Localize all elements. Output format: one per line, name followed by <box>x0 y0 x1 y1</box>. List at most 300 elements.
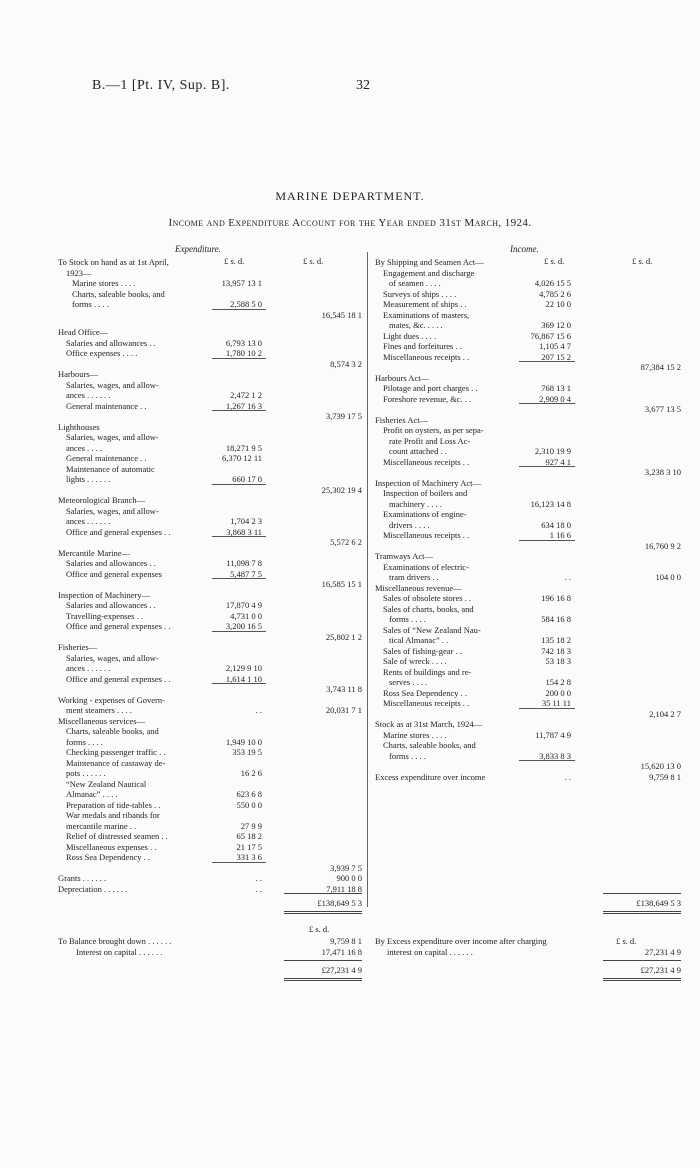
income-row-label: Charts, saleable books, and <box>383 740 476 750</box>
expenditure-row-amount: 353 19 5 <box>232 747 262 757</box>
expenditure-row <box>58 663 358 674</box>
expenditure-total: £138,649 5 3 <box>317 898 362 908</box>
income-row-label: Ross Sea Dependency . . <box>383 687 468 698</box>
income-row-label: Profit on oysters, as per sepa- <box>383 425 484 435</box>
income-total: £138,649 5 3 <box>636 898 681 908</box>
expenditure-row-subtotal: 20,031 7 1 <box>325 705 362 715</box>
income-row <box>375 667 687 678</box>
income-row-label: Measurement of ships . . <box>383 299 467 309</box>
income-row-amount: 768 13 1 <box>541 383 571 393</box>
expenditure-row-amount: 550 0 0 <box>236 799 262 810</box>
expenditure-row <box>58 800 358 811</box>
income-row <box>375 415 687 426</box>
income-row <box>375 572 687 583</box>
income-row-label: Inspection of boilers and <box>383 488 468 498</box>
expenditure-row-label: General maintenance . . <box>66 400 147 411</box>
expenditure-row <box>58 873 362 884</box>
income-row-label: forms . . . . <box>389 614 426 624</box>
income-row-label: count attached . . <box>389 446 447 456</box>
income-row <box>375 583 687 594</box>
income-row-label: tram drivers . . <box>389 572 439 582</box>
income-row-amount: 742 18 3 <box>541 645 571 656</box>
income-row-label: rate Profit and Loss Ac- <box>389 435 471 446</box>
expenditure-row <box>58 674 358 685</box>
income-lsd-outer: £ s. d. <box>632 256 653 266</box>
expenditure-row-subtotal: 3,743 11 8 <box>326 684 362 694</box>
expenditure-row <box>58 348 358 359</box>
expenditure-row-amount: 623 6 8 <box>236 789 262 799</box>
expenditure-row-label: Relief of distressed seamen . . <box>66 831 168 841</box>
income-row-amount: 2,909 0 4 <box>539 393 571 404</box>
expenditure-subtotal-rule <box>212 484 266 485</box>
interest-on-capital-label: Interest on capital . . . . . . <box>76 947 163 957</box>
income-row <box>375 499 687 510</box>
income-subtotal-rule <box>519 760 575 761</box>
income-row-label: Examinations of masters, <box>383 309 470 320</box>
expenditure-row <box>58 390 358 401</box>
expenditure-row-label: “New Zealand Nautical <box>66 778 147 789</box>
income-row-label: Miscellaneous receipts . . <box>383 351 470 362</box>
expenditure-row-amount: 17,870 4 9 <box>225 600 262 610</box>
expenditure-subtotal-rule <box>212 536 266 537</box>
expenditure-total-double-rule <box>284 911 362 914</box>
expenditure-row-amount: 16 2 6 <box>240 768 262 778</box>
income-row-label: Fisheries Act— <box>375 414 429 425</box>
expenditure-row-label: Ross Sea Dependency . . <box>66 852 151 862</box>
balance-left-double-rule <box>284 978 362 981</box>
expenditure-row-amount: 11,098 7 8 <box>226 558 262 568</box>
expenditure-row <box>58 506 358 517</box>
expenditure-row-amount: 1,780 10 2 <box>225 348 262 358</box>
income-row-label: Light dues . . . . <box>383 330 437 341</box>
income-row-amount: 11,787 4 9 <box>535 729 571 740</box>
expenditure-row-label: Depreciation . . . . . . <box>58 883 128 894</box>
expenditure-row-label: Salaries, wages, and allow- <box>66 379 159 390</box>
expenditure-heading: Expenditure. <box>175 244 221 254</box>
income-total-double-rule <box>603 911 681 914</box>
income-row <box>375 436 687 447</box>
expenditure-row <box>58 779 358 790</box>
expenditure-row-amount: . . <box>255 873 262 883</box>
expenditure-row <box>58 569 358 580</box>
expenditure-row-amount: 1,614 1 10 <box>225 673 262 684</box>
expenditure-row-label: Harbours— <box>58 369 99 379</box>
income-row-label: Examinations of engine- <box>383 509 467 519</box>
expenditure-row-amount: 13,957 13 1 <box>221 278 262 288</box>
expenditure-row-label: Salaries and allowances . . <box>66 600 156 610</box>
expenditure-row <box>58 642 358 653</box>
income-row <box>375 341 687 352</box>
document-reference: B.—1 [Pt. IV, Sup. B]. <box>92 78 230 93</box>
expenditure-row-label: ances . . . . . . <box>66 390 111 400</box>
income-row-label: Fines and forfeitures . . <box>383 341 462 351</box>
income-row <box>375 478 687 489</box>
income-row-subtotal: 15,620 13 0 <box>640 761 681 771</box>
income-row-label: Foreshore revenue, &c. . . <box>383 393 472 404</box>
column-divider <box>367 252 368 907</box>
income-row-amount: 4,026 15 5 <box>534 278 571 288</box>
expenditure-row-label: Head Office— <box>58 327 109 337</box>
income-row <box>375 604 687 615</box>
expenditure-row <box>58 289 358 300</box>
expenditure-row-label: ment steamers . . . . <box>66 705 132 715</box>
income-row-subtotal: 2,104 2 7 <box>649 708 681 719</box>
income-row-amount: 3,833 8 3 <box>539 750 571 761</box>
income-row-amount: 1 16 6 <box>549 530 571 540</box>
expenditure-row <box>58 401 358 412</box>
expenditure-row <box>58 453 358 464</box>
expenditure-row <box>58 422 358 433</box>
expenditure-subtotal-rule <box>212 683 266 684</box>
expenditure-row-label: Office and general expenses . . <box>66 526 171 537</box>
income-row-amount: 76,867 15 6 <box>530 330 571 341</box>
excess-expenditure-value: 27,231 4 9 <box>644 947 681 957</box>
expenditure-row-label: Office and general expenses . . <box>66 673 171 684</box>
expenditure-row-amount: 65 18 2 <box>236 831 262 841</box>
expenditure-row <box>58 695 358 706</box>
expenditure-row-amount: 6,793 13 0 <box>225 337 262 348</box>
income-row-subtotal: 16,760 9 2 <box>644 540 681 551</box>
income-row-label: Sales of charts, books, and <box>383 603 474 614</box>
income-row-subtotal: 104 0 0 <box>655 572 681 582</box>
expenditure-row <box>58 821 358 832</box>
expenditure-row <box>58 747 358 758</box>
income-row <box>375 278 687 289</box>
income-row <box>375 562 687 573</box>
income-row <box>375 488 687 499</box>
expenditure-row-label: mercantile marine . . <box>66 820 137 831</box>
income-row-label: Miscellaneous receipts . . <box>383 530 470 540</box>
expenditure-row <box>58 758 358 769</box>
expenditure-row-label: lights . . . . . . <box>66 474 111 484</box>
income-row-label: Sales of fishing-gear . . <box>383 645 462 656</box>
income-row <box>375 257 687 268</box>
expenditure-row-subtotal: 5,572 6 2 <box>330 537 362 547</box>
expenditure-row <box>58 842 358 853</box>
income-row <box>375 677 687 688</box>
income-row <box>375 520 687 531</box>
income-row-amount: 196 16 8 <box>541 593 571 603</box>
income-row <box>375 709 687 720</box>
income-row <box>375 310 687 321</box>
balance-lsd-right: £ s. d. <box>616 936 637 946</box>
expenditure-row <box>58 474 358 485</box>
page-number: 32 <box>356 78 370 93</box>
expenditure-row-label: forms . . . . <box>72 299 109 309</box>
income-row-amount: 1,105 4 7 <box>539 341 571 351</box>
expenditure-row-subtotal: 900 0 0 <box>336 873 362 883</box>
income-row-label: Miscellaneous receipts . . <box>383 456 470 467</box>
income-row-label: Tramways Act— <box>375 551 434 561</box>
income-subtotal-rule <box>519 403 575 404</box>
income-total-rule <box>603 893 681 894</box>
expenditure-row-label: Almanac” . . . . <box>66 789 118 799</box>
income-row-label: Miscellaneous revenue— <box>375 582 462 593</box>
expenditure-row-amount: . . <box>255 705 262 715</box>
income-row-label: of seamen . . . . <box>389 278 441 288</box>
expenditure-row-label: Charts, saleable books, and <box>66 726 159 736</box>
income-row-label: Sales of “New Zealand Nau- <box>383 624 481 635</box>
expenditure-row <box>58 726 358 737</box>
expenditure-row <box>58 631 362 643</box>
expenditure-row-amount: 18,271 9 5 <box>225 442 262 453</box>
income-row-amount: . . <box>564 572 571 582</box>
expenditure-row-label: Salaries, wages, and allow- <box>66 505 159 516</box>
expenditure-row <box>58 380 358 391</box>
expenditure-row <box>58 278 358 289</box>
expenditure-row-label: Salaries and allowances . . <box>66 337 156 348</box>
expenditure-row-subtotal: 7,911 18 8 <box>326 883 362 894</box>
income-row-label: serves . . . . <box>389 677 428 687</box>
income-row-label: Examinations of electric- <box>383 561 469 572</box>
balance-brought-down-label: To Balance brought down . . . . . . <box>58 936 172 946</box>
income-subtotal-rule <box>519 466 575 467</box>
expenditure-row <box>58 810 358 821</box>
income-row-subtotal: 87,384 15 2 <box>640 362 681 372</box>
income-row <box>375 383 687 394</box>
expenditure-row-label: Fisheries— <box>58 642 98 652</box>
expenditure-row <box>58 831 358 842</box>
expenditure-row <box>58 327 358 338</box>
income-row-amount: 200 0 0 <box>545 687 571 698</box>
income-row <box>375 761 687 772</box>
expenditure-lsd-inner: £ s. d. <box>224 256 245 266</box>
income-row-label: Sales of obsolete stores . . <box>383 593 472 603</box>
income-row <box>375 467 687 478</box>
income-row-amount: 135 18 2 <box>541 635 571 645</box>
expenditure-row <box>58 716 358 727</box>
expenditure-row-subtotal: 25,802 1 2 <box>325 631 362 642</box>
expenditure-row <box>58 590 358 601</box>
income-row-subtotal: 3,677 13 5 <box>644 404 681 414</box>
income-row <box>375 299 687 310</box>
expenditure-row <box>58 369 358 380</box>
expenditure-row-amount: 2,472 1 2 <box>230 390 262 400</box>
expenditure-row-label: Salaries and allowances . . <box>66 558 156 568</box>
income-subtotal-rule <box>519 361 575 362</box>
expenditure-row-label: ances . . . . . . <box>66 516 111 526</box>
expenditure-row <box>58 299 358 310</box>
expenditure-row-subtotal: 16,545 18 1 <box>321 309 362 320</box>
balance-right-total: £27,231 4 9 <box>640 965 681 975</box>
excess-expenditure-label: By Excess expenditure over income after charging <box>375 936 547 946</box>
expenditure-rows <box>58 257 362 894</box>
income-row <box>375 719 687 730</box>
balance-right-double-rule <box>603 978 681 981</box>
expenditure-row <box>58 579 362 590</box>
expenditure-row-label: To Stock on hand as at 1st April, <box>58 257 169 267</box>
expenditure-row-label: Preparation of tide-tables . . <box>66 799 161 810</box>
income-row-amount: 16,123 14 8 <box>530 498 571 509</box>
expenditure-row-subtotal: 8,574 3 2 <box>330 358 362 369</box>
expenditure-row <box>58 309 362 321</box>
income-row <box>375 730 687 741</box>
expenditure-row <box>58 516 358 527</box>
expenditure-row-label: Travelling-expenses . . <box>66 610 144 621</box>
income-row-amount: 584 16 8 <box>541 614 571 624</box>
income-row <box>375 320 687 331</box>
expenditure-row-amount: 660 17 0 <box>232 474 262 484</box>
expenditure-row-amount: . . <box>255 883 262 894</box>
expenditure-row-amount: 1,949 10 0 <box>225 736 262 747</box>
income-row <box>375 509 687 520</box>
income-row-subtotal: 9,759 8 1 <box>649 771 681 782</box>
expenditure-row-label: Office and general expenses . . <box>66 621 171 631</box>
income-row <box>375 541 687 552</box>
income-row-amount: 369 12 0 <box>541 320 571 330</box>
income-row-label: Surveys of ships . . . . <box>383 288 457 299</box>
income-row <box>375 772 687 783</box>
expenditure-row-amount: 331 3 6 <box>236 852 262 862</box>
expenditure-row <box>58 684 362 695</box>
expenditure-row-amount: 2,129 9 10 <box>225 663 262 673</box>
income-row-label: By Shipping and Seamen Act— <box>375 257 484 267</box>
income-row-amount: . . <box>564 771 571 782</box>
expenditure-row-label: Inspection of Machinery— <box>58 589 151 600</box>
income-row-label: Sale of wreck . . . . <box>383 656 447 666</box>
expenditure-row-label: Working - expenses of Govern- <box>58 694 165 705</box>
expenditure-row-subtotal: 3,939 7 5 <box>330 862 362 873</box>
income-row-amount: 207 15 2 <box>541 351 571 362</box>
expenditure-row-label: Miscellaneous services— <box>58 715 146 726</box>
income-row <box>375 614 687 625</box>
income-subtotal-rule <box>519 540 575 541</box>
expenditure-row-amount: 3,868 3 11 <box>226 526 262 537</box>
interest-on-capital-value: 17,471 16 8 <box>321 947 362 957</box>
expenditure-row-label: Mercantile Marine— <box>58 547 130 558</box>
income-row-amount: 2,310 19 9 <box>534 446 571 456</box>
income-row-label: Harbours Act— <box>375 372 430 383</box>
expenditure-row-label: Charts, saleable books, and <box>72 288 165 299</box>
expenditure-row <box>58 852 358 863</box>
expenditure-row-amount: 1,267 16 3 <box>225 400 262 411</box>
income-rows <box>375 257 687 782</box>
expenditure-row <box>58 338 358 349</box>
expenditure-row-label: General maintenance . . <box>66 453 147 463</box>
expenditure-row <box>58 558 358 569</box>
income-row <box>375 268 687 279</box>
expenditure-row-amount: 27 9 9 <box>240 820 262 831</box>
expenditure-row-label: Office and general expenses <box>66 568 162 579</box>
expenditure-row-subtotal: 3,739 17 5 <box>325 411 362 421</box>
income-row <box>375 446 687 457</box>
income-row-amount: 35 11 11 <box>541 698 571 708</box>
expenditure-row <box>58 768 358 779</box>
income-row-label: forms . . . . <box>389 750 426 761</box>
expenditure-row-amount: 6,370 12 11 <box>221 453 262 463</box>
expenditure-row-amount: 1,704 2 3 <box>230 516 262 526</box>
income-row-amount: 927 4 1 <box>545 456 571 467</box>
expenditure-row <box>58 464 358 475</box>
income-row-label: Marine stores . . . . <box>383 729 447 740</box>
expenditure-row <box>58 621 358 632</box>
expenditure-row-label: ances . . . . . . <box>66 663 111 673</box>
expenditure-row <box>58 548 358 559</box>
expenditure-row-amount: 2,588 5 0 <box>230 299 262 309</box>
expenditure-row-amount: 21 17 5 <box>236 841 262 852</box>
expenditure-subtotal-rule <box>212 410 266 411</box>
income-row <box>375 646 687 657</box>
income-row-label: Rents of buildings and re- <box>383 666 472 677</box>
balance-left-total: £27,231 4 9 <box>321 965 362 975</box>
row-gap <box>58 320 358 327</box>
income-row <box>375 373 687 384</box>
income-row-label: mates, &c. . . . . <box>389 320 443 330</box>
expenditure-row-label: Checking passenger traffic . . <box>66 747 166 757</box>
expenditure-row <box>58 789 358 800</box>
income-row <box>375 688 687 699</box>
income-row <box>375 625 687 636</box>
expenditure-row-amount: 5,487 7 5 <box>230 568 262 579</box>
balance-left-rule <box>284 960 362 961</box>
expenditure-subtotal-rule <box>212 578 266 579</box>
income-row-label: Miscellaneous receipts . . <box>383 698 470 708</box>
income-row <box>375 635 687 646</box>
income-heading: Income. <box>510 244 539 254</box>
expenditure-row-label: Salaries, wages, and allow- <box>66 652 159 663</box>
income-row-label: Stock as at 31st March, 1924— <box>375 719 483 729</box>
expenditure-row <box>58 358 362 370</box>
expenditure-row <box>58 495 358 506</box>
expenditure-row <box>58 737 358 748</box>
expenditure-row <box>58 611 358 622</box>
expenditure-row <box>58 527 358 538</box>
expenditure-row-label: forms . . . . <box>66 736 103 747</box>
income-row-amount: 4,785 2 6 <box>539 288 571 299</box>
expenditure-row-label: Miscellaneous expenses . . <box>66 841 157 852</box>
income-subtotal-rule <box>519 708 575 709</box>
expenditure-row-label: War medals and ribands for <box>66 810 160 820</box>
expenditure-row <box>58 537 362 548</box>
expenditure-lsd-outer: £ s. d. <box>303 256 324 266</box>
expenditure-row-label: pots . . . . . . <box>66 768 106 778</box>
expenditure-row-label: Office expenses . . . . <box>66 348 138 358</box>
income-row-label: drivers . . . . <box>389 519 430 530</box>
expenditure-row <box>58 257 358 268</box>
income-row-subtotal: 3,238 3 10 <box>644 467 681 477</box>
income-row-amount: 154 2 8 <box>545 677 571 687</box>
expenditure-row-label: 1923— <box>66 267 92 278</box>
income-row <box>375 289 687 300</box>
expenditure-row <box>58 705 362 716</box>
page-title: MARINE DEPARTMENT. <box>275 189 425 203</box>
income-row <box>375 551 687 562</box>
income-row-label: tical Almanac” . . <box>389 635 449 645</box>
expenditure-row-label: Maintenance of castaway de- <box>66 757 166 768</box>
income-row <box>375 593 687 604</box>
expenditure-row <box>58 411 362 422</box>
balance-right-rule <box>603 960 681 961</box>
expenditure-row <box>58 268 358 279</box>
expenditure-row-subtotal: 16,585 15 1 <box>321 579 362 589</box>
balance-brought-down-value: 9,759 8 1 <box>330 936 362 946</box>
expenditure-row-label: Lighthouses <box>58 421 100 432</box>
expenditure-subtotal-rule <box>212 309 266 310</box>
expenditure-row-label: Maintenance of automatic <box>66 463 155 474</box>
excess-expenditure-label-cont: interest on capital . . . . . . <box>387 947 473 957</box>
income-row-amount: 53 18 3 <box>545 656 571 666</box>
income-row <box>375 331 687 342</box>
expenditure-total-rule <box>284 893 362 894</box>
income-row-amount: 22 10 0 <box>545 299 571 309</box>
income-row <box>375 656 687 667</box>
expenditure-row-label: Salaries, wages, and allow- <box>66 432 159 442</box>
income-row-label: Engagement and discharge <box>383 267 475 278</box>
expenditure-row-label: Marine stores . . . . <box>72 278 136 288</box>
expenditure-row <box>58 653 358 664</box>
expenditure-row-subtotal: 25,302 19 4 <box>321 484 362 495</box>
expenditure-row-label: Meteorological Branch— <box>58 495 146 505</box>
